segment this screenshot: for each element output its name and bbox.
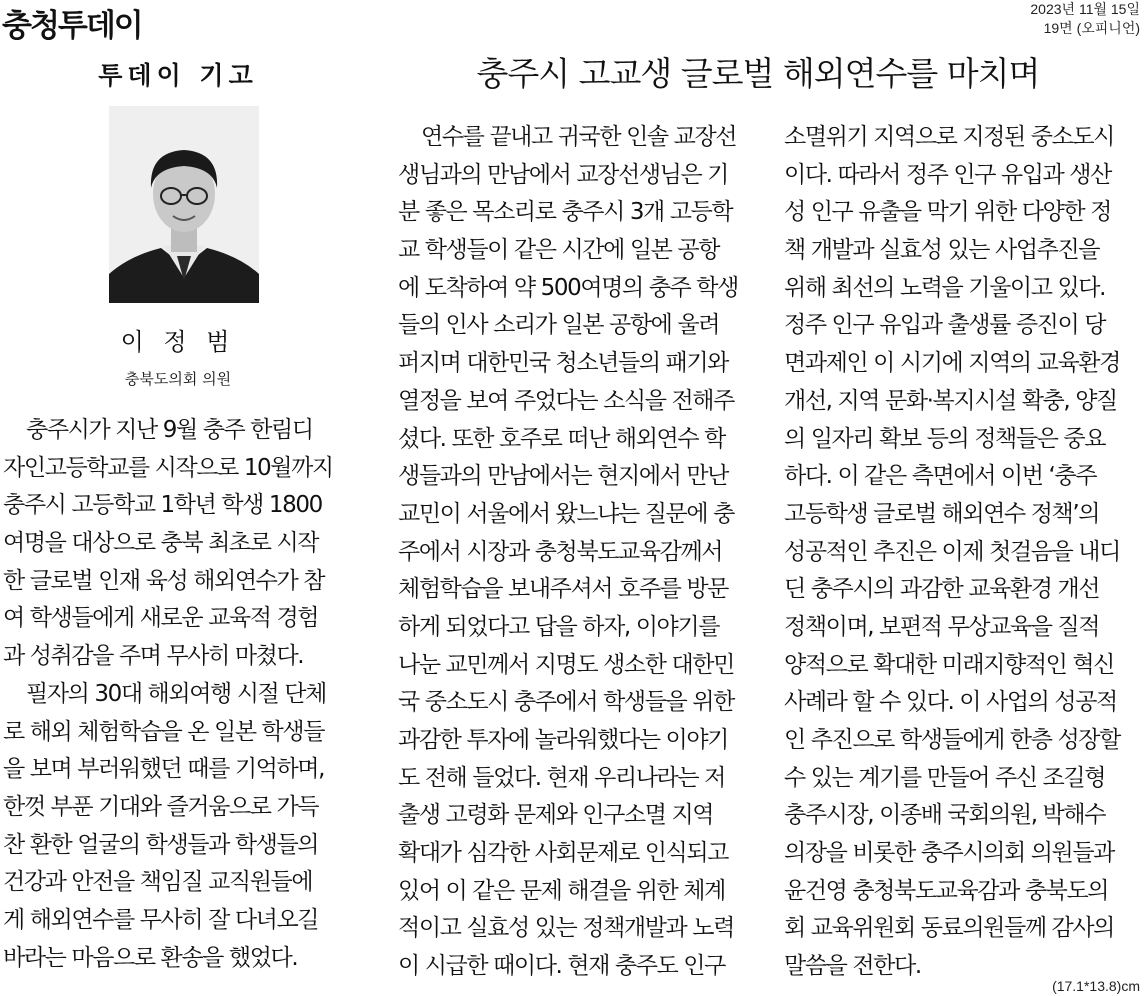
- article-line: 나눈 교민께서 지명도 생소한 대한민: [398, 651, 734, 678]
- article-line: 자인고등학교를 시작으로 10월까지: [3, 454, 333, 481]
- article-line: 말씀을 전한다.: [784, 953, 921, 980]
- article-line: 충주시가 지난 9월 충주 한림디: [26, 417, 313, 443]
- article-line: 이다. 따라서 정주 인구 유입과 생산: [784, 161, 1111, 188]
- newspaper-masthead: 충청투데이: [2, 8, 142, 44]
- article-line: 책 개발과 실효성 있는 사업추진을: [784, 237, 1100, 264]
- article-line: 과 성취감을 주며 무사히 마쳤다.: [3, 643, 304, 670]
- column-section-title: 투데이 기고: [98, 61, 258, 90]
- article-line: 국 중소도시 충주에서 학생들을 위한: [398, 689, 734, 716]
- article-line: 충주시장, 이종배 국회의원, 박해수: [784, 802, 1106, 829]
- article-column-2: [398, 119, 748, 986]
- article-line: 정책이며, 보편적 무상교육을 질적: [784, 613, 1100, 640]
- article-line: 여명을 대상으로 충북 최초로 시작: [3, 530, 319, 557]
- article-line: 의 일자리 확보 등의 정책들은 중요: [784, 425, 1106, 452]
- article-line: 딘 충주시의 과감한 교육환경 개선: [784, 576, 1100, 603]
- author-name: 이 정 범: [120, 328, 236, 356]
- article-line: 한 글로벌 인재 육성 해외연수가 참: [3, 567, 325, 594]
- author-title: 충북도의회 의원: [124, 370, 232, 388]
- article-line: 고등학생 글로벌 해외연수 정책’의: [784, 500, 1100, 527]
- article-line: 필자의 30대 해외여행 시절 단체: [26, 680, 326, 707]
- article-line: 양적으로 확대한 미래지향적인 혁신: [784, 651, 1115, 678]
- article-line: 체험학습을 보내주셔서 호주를 방문: [398, 576, 729, 603]
- article-line: 확대가 심각한 사회문제로 인식되고: [398, 840, 729, 867]
- article-line: 한껏 부푼 기대와 즐거움으로 가득: [3, 793, 319, 820]
- publication-meta: [1030, 0, 1140, 38]
- publication-date: 2023년 11월 15일: [1030, 1, 1140, 17]
- article-line: 의장을 비롯한 충주시의회 의원들과: [784, 840, 1115, 867]
- article-line: 위해 최선의 노력을 기울이고 있다.: [784, 274, 1106, 301]
- article-line: 정주 인구 유입과 출생률 증진이 당: [784, 312, 1106, 339]
- article-line: 소멸위기 지역으로 지정된 중소도시: [784, 124, 1115, 150]
- article-line: 하다. 이 같은 측면에서 이번 ‘충주: [784, 463, 1097, 490]
- article-line: 들의 인사 소리가 일본 공항에 울려: [398, 312, 720, 339]
- article-line: 충주시 고등학교 1학년 학생 1800: [3, 492, 322, 519]
- article-line: 분 좋은 목소리로 충주시 3개 고등학: [398, 199, 733, 226]
- article-line: 성 인구 유출을 막기 위한 다양한 정: [784, 199, 1111, 226]
- article-headline: 충주시 고교생 글로벌 해외연수를 마치며: [476, 54, 1040, 93]
- article-line: 교민이 서울에서 왔느냐는 질문에 충: [398, 500, 734, 527]
- article-line: 출생 고령화 문제와 인구소멸 지역: [398, 802, 714, 829]
- article-line: 생님과의 만남에서 교장선생님은 기: [398, 161, 729, 188]
- author-portrait-image: [109, 106, 259, 303]
- article-line: 회 교육위원회 동료의원들께 감사의: [784, 915, 1115, 942]
- article-line: 퍼지며 대한민국 청소년들의 패기와: [398, 350, 729, 377]
- article-line: 면과제인 이 시기에 지역의 교육환경: [784, 350, 1120, 377]
- article-column-3: [784, 119, 1140, 986]
- article-line: 과감한 투자에 놀라워했다는 이야기: [398, 727, 729, 753]
- article-line: 열정을 보여 주었다는 소식을 전해주: [398, 387, 734, 414]
- article-line: 찬 환한 얼굴의 학생들과 학생들의: [3, 831, 319, 858]
- article-line: 도 전해 들었다. 현재 우리나라는 저: [398, 764, 725, 791]
- article-line: 하게 되었다고 답을 하자, 이야기를: [398, 613, 720, 640]
- article-line: 건강과 안전을 책임질 교직원들에: [3, 869, 313, 896]
- article-line: 적이고 실효성 있는 정책개발과 노력: [398, 915, 734, 942]
- article-size-note: (17.1*13.8)cm: [1052, 978, 1140, 994]
- article-line: 이 시급한 때이다. 현재 충주도 인구: [398, 953, 725, 980]
- article-line: 성공적인 추진은 이제 첫걸음을 내디: [784, 538, 1120, 565]
- article-line: 생들과의 만남에서는 현지에서 만난: [398, 463, 729, 490]
- article-line: 을 보며 부러워했던 때를 기억하며,: [3, 756, 325, 783]
- article-line: 개선, 지역 문화·복지시설 확충, 양질: [784, 387, 1117, 414]
- article-line: 여 학생들에게 새로운 교육적 경험: [3, 605, 319, 632]
- article-line: 게 해외연수를 무사히 잘 다녀오길: [3, 906, 319, 933]
- article-line: 수 있는 계기를 만들어 주신 조길형: [784, 764, 1106, 791]
- article-line: 있어 이 같은 문제 해결을 위한 체계: [398, 877, 725, 904]
- article-line: 주에서 시장과 충청북도교육감께서: [398, 538, 723, 565]
- article-line: 윤건영 충청북도교육감과 충북도의: [784, 877, 1109, 904]
- author-photo: [109, 106, 259, 303]
- article-line: 인 추진으로 학생들에게 한층 성장할: [784, 727, 1120, 753]
- page-section: 19면 (오피니언): [1043, 20, 1140, 36]
- article-line: 교 학생들이 같은 시간에 일본 공항: [398, 237, 720, 264]
- article-line: 바라는 마음으로 환송을 했었다.: [3, 944, 298, 971]
- article-line: 셨다. 또한 호주로 떠난 해외연수 학: [398, 425, 725, 452]
- article-line: 로 해외 체험학습을 온 일본 학생들: [3, 718, 325, 745]
- article-column-1: [3, 412, 355, 977]
- article-line: 연수를 끝내고 귀국한 인솔 교장선: [421, 124, 737, 150]
- article-line: 사례라 할 수 있다. 이 사업의 성공적: [784, 689, 1117, 716]
- article-line: 에 도착하여 약 500여명의 충주 학생: [398, 274, 738, 301]
